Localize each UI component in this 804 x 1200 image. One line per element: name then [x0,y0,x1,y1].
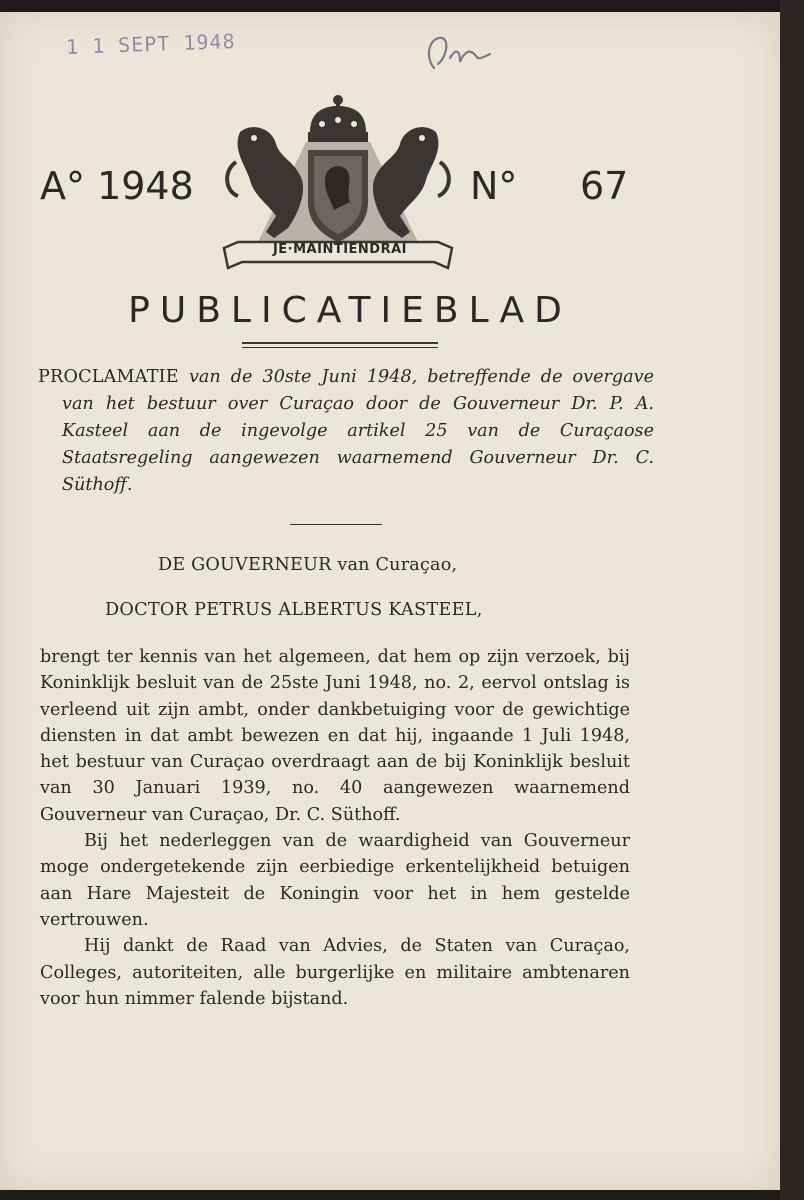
title-divider-top [242,342,438,344]
proclamation-lead: PROCLAMATIE [38,367,179,387]
body-paragraph-1: brengt ter kennis van het algemeen, dat hem op zijn verzoek, bij Koninklijk besluit van de 25ste Juni 1948, no. 2, eervol ontslag is verleend uit zijn ambt, onder dankbetuiging voor de gewichtige diensten in dat ambt bewezen en dat hij, ingaande 1 Juli 1948, het bestuur van Curaçao overdraagt aan de bij Koninklijk besluit van 30 Januari 1939, no. 40 aangewezen waarnemend Gouverneur van Curaçao, Dr. C. Süthoff. [40,647,630,825]
proclamation-description: van de 30ste Juni 1948, betreffende de overgave van het bestuur over Curaçao door de Gouverneur Dr. P. A. Kasteel aan de ingevolge artikel 25 van de Curaçaose Staatsregeling aangewezen waarnemend Gouverneur Dr. C. Süthoff. [62,367,655,495]
handwritten-initial [420,28,500,80]
body-text [40,644,630,1012]
motto-ribbon-text: JE·MAINTIENDRAI [272,242,408,257]
proclamation-heading [38,364,654,499]
year-label: A° 1948 [40,164,194,208]
governor-title-line: DE GOUVERNEUR van Curaçao, [158,555,458,575]
scan-border [780,0,804,1200]
governor-name-line: DOCTOR PETRUS ALBERTUS KASTEEL, [105,600,483,620]
body-paragraph-2: Bij het nederleggen van de waardigheid van Gouverneur moge ondergetekende zijn eerbiedige erkentelijkheid betuigen aan Hare Majesteit de Koningin voor het in hem gestelde vertrouwen. [40,831,630,930]
number-label: N° [470,164,518,208]
body-paragraph-3: Hij dankt de Raad van Advies, de Staten van Curaçao, Colleges, autoriteiten, alle burgerlijke en militaire ambtenaren voor hun nimmer falende bijstand. [40,936,630,1009]
title-divider-bottom [242,347,438,348]
header [0,92,780,292]
section-divider [290,524,382,525]
date-stamp: 1 1 SEPT 1948 [65,29,236,59]
publication-number: 67 [580,164,629,208]
document-page [0,12,780,1190]
publication-title: PUBLICATIEBLAD [128,290,572,331]
